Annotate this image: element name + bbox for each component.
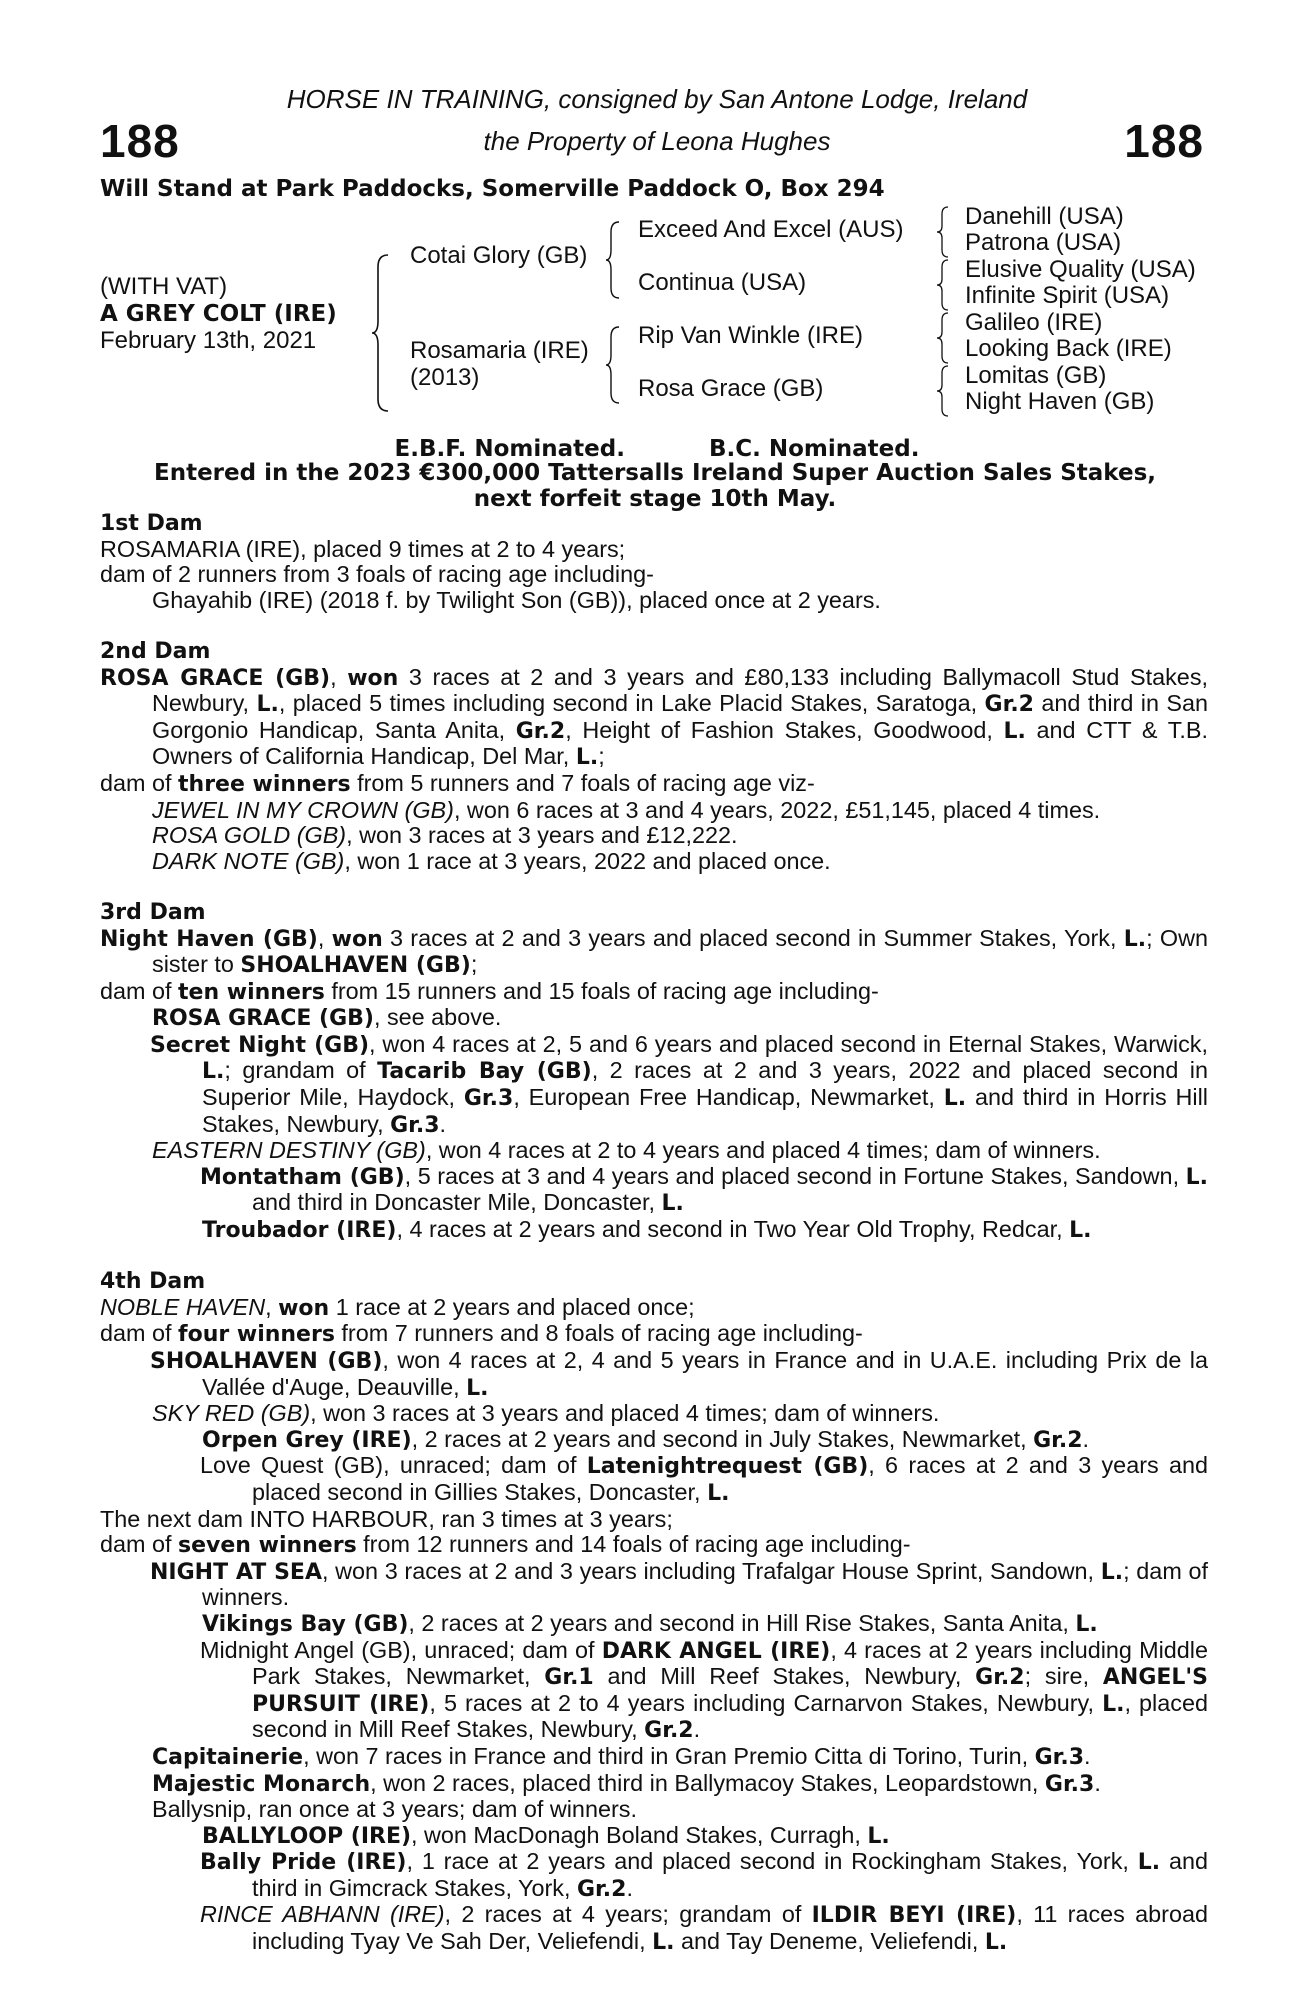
next-dam-line: The next dam INTO HARBOUR, ran 3 times at 3 years;	[100, 1505, 673, 1532]
produce-entry: Montatham (GB), 5 races at 3 and 4 years and placed second in Fortune Stakes, Sandown, L. and third in Doncaster Mile, Doncaster, L.	[200, 1162, 1209, 1217]
brace-ss	[936, 205, 950, 259]
race-entry-line-1: Entered in the 2023 €300,000 Tattersalls Ireland Super Auction Sales Stakes,	[154, 460, 1156, 486]
bc-nominated: B.C. Nominated.	[708, 436, 920, 462]
dam-dam: Rosa Grace (GB)	[638, 375, 824, 402]
fourth-dam-produce-summary: dam of four winners from 7 runners and 8 foals of racing age including-	[100, 1320, 863, 1348]
pedigree-table	[100, 205, 1230, 430]
sire: Cotai Glory (GB)	[410, 242, 588, 269]
brace-main	[370, 253, 392, 413]
produce-entry: RINCE ABHANN (IRE), 2 races at 4 years; grandam of ILDIR BEYI (IRE), 11 races abroad including Tyay Ve Sah Der, Veliefendi, L. and Tay Deneme, Veliefendi, L.	[200, 1901, 1208, 1956]
sire-sire: Exceed And Excel (AUS)	[638, 216, 904, 243]
first-dam-heading: 1st Dam	[100, 511, 203, 536]
lot-number-left: 188	[100, 115, 180, 167]
produce-entry: ROSA GRACE (GB), see above.	[152, 1004, 502, 1032]
stand-location: Will Stand at Park Paddocks, Somerville Paddock O, Box 294	[100, 176, 885, 202]
produce-entry: NIGHT AT SEA, won 3 races at 2 and 3 years including Trafalgar House Sprint, Sandown, L.; dam of winners.	[150, 1557, 1208, 1611]
race-entry-line-2: next forfeit stage 10th May.	[473, 486, 837, 512]
produce-entry: SKY RED (GB), won 3 races at 3 years and placed 4 times; dam of winners.	[152, 1400, 940, 1427]
dds: Lomitas (GB)	[965, 362, 1107, 389]
lot-number-right: 188	[1124, 115, 1204, 167]
dam-sire: Rip Van Winkle (IRE)	[638, 322, 863, 349]
sdd: Infinite Spirit (USA)	[965, 282, 1170, 309]
produce-entry: BALLYLOOP (IRE), won MacDonagh Boland Stakes, Curragh, L.	[202, 1821, 890, 1849]
produce-entry: DARK NOTE (GB), won 1 race at 3 years, 2022 and placed once.	[152, 847, 831, 874]
ssd: Patrona (USA)	[965, 229, 1122, 256]
horse-name: ROSA GRACE (GB)	[100, 665, 331, 691]
produce-entry: ROSA GOLD (GB), won 3 races at 3 years and £12,222.	[152, 822, 738, 849]
property-line: the Property of Leona Hughes	[483, 126, 831, 156]
produce-entry: Ballysnip, ran once at 3 years; dam of winners.	[152, 1796, 637, 1823]
produce-entry: EASTERN DESTINY (GB), won 4 races at 2 to 4 years and placed 4 times; dam of winners.	[152, 1137, 1101, 1164]
produce-entry: Secret Night (GB), won 4 races at 2, 5 and 6 years and placed second in Eternal Stakes, Warwick, L.; grandam of Tacarib Bay (GB), 2 races at 2 and 3 years, 2022 and placed second in Superior Mile, Haydock, Gr.3, European Free Handicap, Newmarket, L. and third in Horris Hill Stakes, Newbury, Gr.3.	[150, 1030, 1209, 1138]
produce-entry: Bally Pride (IRE), 1 race at 2 years and placed second in Rockingham Stakes, York, L. and third in Gimcrack Stakes, York, Gr.2.	[200, 1848, 1208, 1902]
third-dam-heading: 3rd Dam	[100, 899, 206, 925]
brace-sire	[605, 220, 621, 300]
third-dam-produce-summary: dam of ten winners from 15 runners and 15 foals of racing age including-	[100, 977, 879, 1005]
catalogue-body	[100, 511, 1208, 1956]
second-dam-record: ROSA GRACE (GB), won 3 races at 2 and 3 years and £80,133 including Ballymacoll Stud Stakes, Newbury, L., placed 5 times including second in Lake Placid Stakes, Saratoga, Gr.2 and third in San Gorgonio Handicap, Santa Anita, Gr.2, Height of Fashion Stakes, Goodwood, L. and CTT & T.B. Owners of California Handicap, Del Mar, L.;	[100, 663, 1209, 771]
next-dam-produce-summary: dam of seven winners from 12 runners and 14 foals of racing age including-	[100, 1531, 911, 1559]
dsd: Looking Back (IRE)	[965, 335, 1172, 362]
second-dam-heading: 2nd Dam	[100, 638, 211, 664]
brace-dam	[605, 325, 621, 405]
ddd: Night Haven (GB)	[965, 388, 1155, 415]
second-dam-produce-summary: dam of three winners from 5 runners and 7 foals of racing age viz-	[100, 769, 815, 797]
produce-entry: SHOALHAVEN (GB), won 4 races at 2, 4 and 5 years in France and in U.A.E. including Prix de la Vallée d'Auge, Deauville, L.	[150, 1347, 1208, 1401]
produce-entry: Majestic Monarch, won 2 races, placed third in Ballymacoy Stakes, Leopardstown, Gr.3.	[152, 1769, 1101, 1797]
fourth-dam-record: NOBLE HAVEN, won 1 race at 2 years and placed once;	[100, 1293, 695, 1321]
produce-entry: Midnight Angel (GB), unraced; dam of DARK ANGEL (IRE), 4 races at 2 years including Middle Park Stakes, Newmarket, Gr.1 and Mill Reef Stakes, Newbury, Gr.2; sire, ANGEL'S PURSUIT (IRE), 5 races at 2 to 4 years including Carnarvon Stakes, Newbury, L., placed second in Mill Reef Stakes, Newbury, Gr.2.	[200, 1636, 1208, 1744]
first-dam-foal: Ghayahib (IRE) (2018 f. by Twilight Son (GB)), placed once at 2 years.	[152, 586, 881, 613]
sds: Elusive Quality (USA)	[965, 256, 1196, 283]
ebf-nominated: E.B.F. Nominated.	[394, 436, 625, 462]
dam-year: (2013)	[410, 364, 480, 391]
brace-ds	[936, 311, 950, 365]
dss: Galileo (IRE)	[965, 309, 1103, 336]
first-dam-line: ROSAMARIA (IRE), placed 9 times at 2 to 4 years;	[100, 535, 626, 562]
dam: Rosamaria (IRE)	[410, 337, 589, 364]
brace-dd	[936, 364, 950, 418]
produce-entry: Capitainerie, won 7 races in France and third in Gran Premio Citta di Torino, Turin, Gr.3.	[152, 1742, 1091, 1770]
nominations	[0, 436, 1314, 462]
lot-name: A GREY COLT (IRE)	[100, 301, 337, 327]
third-dam-record: Night Haven (GB), won 3 races at 2 and 3 years and placed second in Summer Stakes, York, L.; Own sister to SHOALHAVEN (GB);	[100, 924, 1208, 979]
race-entry	[100, 460, 1210, 512]
produce-entry: JEWEL IN MY CROWN (GB), won 6 races at 3 and 4 years, 2022, £51,145, placed 4 times.	[152, 796, 1101, 823]
brace-sd	[936, 258, 950, 312]
produce-entry: Orpen Grey (IRE), 2 races at 2 years and second in July Stakes, Newmarket, Gr.2.	[202, 1425, 1090, 1453]
sire-dam: Continua (USA)	[638, 269, 807, 296]
vat-note: (WITH VAT)	[100, 273, 228, 300]
produce-entry: Love Quest (GB), unraced; dam of Latenightrequest (GB), 6 races at 2 and 3 years and placed second in Gillies Stakes, Doncaster, L.	[200, 1452, 1208, 1506]
fourth-dam-heading: 4th Dam	[100, 1269, 206, 1295]
sss: Danehill (USA)	[965, 203, 1124, 230]
consignor-line: HORSE IN TRAINING, consigned by San Antone Lodge, Ireland	[286, 84, 1028, 114]
produce-entry: Troubador (IRE), 4 races at 2 years and second in Two Year Old Trophy, Redcar, L.	[202, 1216, 1092, 1244]
first-dam-produce-summary: dam of 2 runners from 3 foals of racing age including-	[100, 561, 654, 588]
produce-entry: Vikings Bay (GB), 2 races at 2 years and second in Hill Rise Stakes, Santa Anita, L.	[202, 1609, 1098, 1637]
foaling-date: February 13th, 2021	[100, 327, 317, 354]
